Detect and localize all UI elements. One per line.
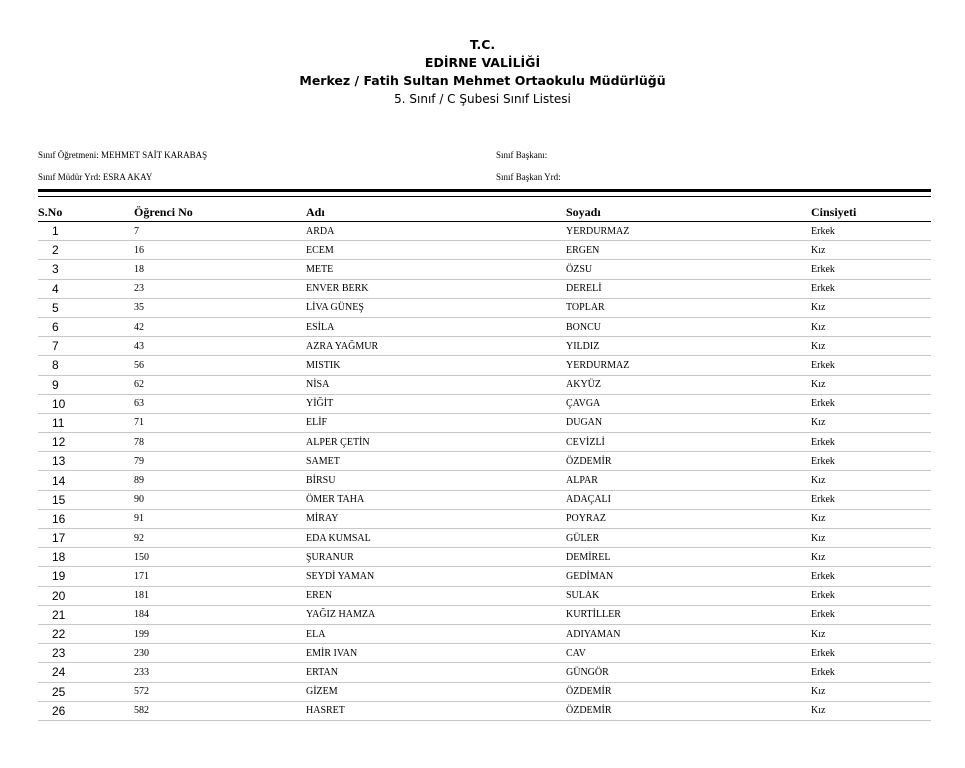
column-header-sno: S.No — [38, 204, 134, 222]
cell-sno: 24 — [38, 663, 134, 682]
cell-last-name: GÜLER — [566, 529, 811, 548]
table-row — [38, 624, 931, 643]
cell-last-name: YILDIZ — [566, 337, 811, 356]
cell-first-name: ESİLA — [306, 317, 566, 336]
cell-sno: 26 — [38, 701, 134, 720]
header-school: Merkez / Fatih Sultan Mehmet Ortaokulu Müdürlüğü — [299, 73, 666, 88]
cell-first-name: SAMET — [306, 452, 566, 471]
cell-first-name: ARDA — [306, 222, 566, 241]
cell-first-name: ŞURANUR — [306, 548, 566, 567]
cell-last-name: ÖZDEMİR — [566, 701, 811, 720]
cell-first-name: AZRA YAĞMUR — [306, 337, 566, 356]
cell-gender: Kız — [811, 548, 931, 567]
cell-first-name: MISTIK — [306, 356, 566, 375]
cell-student-no: 150 — [134, 548, 306, 567]
table-body — [38, 222, 931, 721]
column-header-first-name: Adı — [306, 204, 566, 222]
class-president: Sınıf Başkanı: — [496, 150, 548, 160]
cell-sno: 10 — [38, 394, 134, 413]
cell-first-name: ERTAN — [306, 663, 566, 682]
cell-gender: Kız — [811, 298, 931, 317]
cell-sno: 8 — [38, 356, 134, 375]
cell-sno: 19 — [38, 567, 134, 586]
cell-last-name: AKYÜZ — [566, 375, 811, 394]
cell-first-name: ENVER BERK — [306, 279, 566, 298]
cell-student-no: 230 — [134, 644, 306, 663]
cell-first-name: SEYDİ YAMAN — [306, 567, 566, 586]
table-row — [38, 375, 931, 394]
table-row — [38, 241, 931, 260]
table-row — [38, 298, 931, 317]
cell-student-no: 78 — [134, 433, 306, 452]
cell-first-name: MİRAY — [306, 509, 566, 528]
table-row — [38, 279, 931, 298]
cell-student-no: 181 — [134, 586, 306, 605]
cell-first-name: LİVA GÜNEŞ — [306, 298, 566, 317]
cell-last-name: SULAK — [566, 586, 811, 605]
cell-last-name: ÖZDEMİR — [566, 452, 811, 471]
cell-last-name: ADIYAMAN — [566, 624, 811, 643]
class-vice-president: Sınıf Başkan Yrd: — [496, 172, 561, 182]
cell-first-name: GİZEM — [306, 682, 566, 701]
cell-first-name: YİĞİT — [306, 394, 566, 413]
student-table — [38, 204, 931, 721]
cell-student-no: 71 — [134, 413, 306, 432]
cell-student-no: 7 — [134, 222, 306, 241]
cell-last-name: ALPAR — [566, 471, 811, 490]
cell-student-no: 89 — [134, 471, 306, 490]
table-row — [38, 663, 931, 682]
cell-student-no: 171 — [134, 567, 306, 586]
cell-sno: 11 — [38, 413, 134, 432]
cell-gender: Kız — [811, 701, 931, 720]
cell-sno: 23 — [38, 644, 134, 663]
cell-gender: Kız — [811, 375, 931, 394]
cell-sno: 12 — [38, 433, 134, 452]
cell-first-name: METE — [306, 260, 566, 279]
cell-sno: 6 — [38, 317, 134, 336]
table-row — [38, 394, 931, 413]
cell-sno: 4 — [38, 279, 134, 298]
cell-first-name: EDA KUMSAL — [306, 529, 566, 548]
cell-last-name: DEMİREL — [566, 548, 811, 567]
cell-student-no: 572 — [134, 682, 306, 701]
cell-sno: 1 — [38, 222, 134, 241]
table-row — [38, 413, 931, 432]
cell-gender: Kız — [811, 529, 931, 548]
cell-sno: 16 — [38, 509, 134, 528]
cell-first-name: EMİR IVAN — [306, 644, 566, 663]
cell-student-no: 63 — [134, 394, 306, 413]
cell-gender: Erkek — [811, 586, 931, 605]
cell-gender: Kız — [811, 509, 931, 528]
cell-sno: 2 — [38, 241, 134, 260]
cell-sno: 15 — [38, 490, 134, 509]
table-row — [38, 682, 931, 701]
cell-gender: Erkek — [811, 394, 931, 413]
cell-last-name: BONCU — [566, 317, 811, 336]
cell-last-name: CAV — [566, 644, 811, 663]
cell-gender: Kız — [811, 471, 931, 490]
table-row — [38, 529, 931, 548]
cell-first-name: ELİF — [306, 413, 566, 432]
cell-last-name: GÜNGÖR — [566, 663, 811, 682]
cell-first-name: ÖMER TAHA — [306, 490, 566, 509]
cell-sno: 21 — [38, 605, 134, 624]
cell-gender: Kız — [811, 241, 931, 260]
cell-sno: 17 — [38, 529, 134, 548]
table-row — [38, 548, 931, 567]
cell-student-no: 90 — [134, 490, 306, 509]
cell-first-name: ECEM — [306, 241, 566, 260]
cell-sno: 7 — [38, 337, 134, 356]
cell-first-name: HASRET — [306, 701, 566, 720]
cell-gender: Erkek — [811, 663, 931, 682]
cell-gender: Erkek — [811, 222, 931, 241]
cell-first-name: ALPER ÇETİN — [306, 433, 566, 452]
cell-student-no: 16 — [134, 241, 306, 260]
table-row — [38, 701, 931, 720]
cell-student-no: 62 — [134, 375, 306, 394]
table-row — [38, 222, 931, 241]
cell-gender: Kız — [811, 682, 931, 701]
document-header — [0, 36, 965, 108]
cell-student-no: 42 — [134, 317, 306, 336]
cell-student-no: 56 — [134, 356, 306, 375]
cell-gender: Erkek — [811, 490, 931, 509]
cell-gender: Erkek — [811, 605, 931, 624]
column-header-student-no: Öğrenci No — [134, 204, 306, 222]
cell-first-name: BİRSU — [306, 471, 566, 490]
cell-first-name: YAĞIZ HAMZA — [306, 605, 566, 624]
cell-last-name: CEVİZLİ — [566, 433, 811, 452]
cell-last-name: DERELİ — [566, 279, 811, 298]
header-divider-thick — [38, 189, 931, 192]
table-row — [38, 567, 931, 586]
cell-gender: Erkek — [811, 433, 931, 452]
cell-sno: 13 — [38, 452, 134, 471]
cell-last-name: ERGEN — [566, 241, 811, 260]
table-header-row — [38, 204, 931, 222]
table-row — [38, 260, 931, 279]
cell-student-no: 199 — [134, 624, 306, 643]
table-row — [38, 317, 931, 336]
cell-gender: Kız — [811, 317, 931, 336]
cell-student-no: 35 — [134, 298, 306, 317]
cell-last-name: ÖZSU — [566, 260, 811, 279]
table-row — [38, 337, 931, 356]
cell-student-no: 233 — [134, 663, 306, 682]
cell-gender: Kız — [811, 337, 931, 356]
cell-student-no: 582 — [134, 701, 306, 720]
table-row — [38, 644, 931, 663]
table-row — [38, 586, 931, 605]
cell-student-no: 43 — [134, 337, 306, 356]
cell-last-name: YERDURMAZ — [566, 222, 811, 241]
cell-last-name: ÇAVGA — [566, 394, 811, 413]
header-class-list-title: 5. Sınıf / C Şubesi Sınıf Listesi — [394, 92, 571, 106]
table-row — [38, 356, 931, 375]
cell-sno: 22 — [38, 624, 134, 643]
cell-gender: Erkek — [811, 644, 931, 663]
header-divider-thin — [38, 196, 931, 197]
cell-gender: Erkek — [811, 567, 931, 586]
cell-student-no: 92 — [134, 529, 306, 548]
vice-principal: Sınıf Müdür Yrd: ESRA AKAY — [38, 172, 153, 182]
cell-last-name: DUGAN — [566, 413, 811, 432]
cell-gender: Erkek — [811, 356, 931, 375]
class-teacher: Sınıf Öğretmeni: MEHMET SAİT KARABAŞ — [38, 150, 208, 160]
cell-student-no: 91 — [134, 509, 306, 528]
table-row — [38, 452, 931, 471]
cell-student-no: 79 — [134, 452, 306, 471]
cell-student-no: 23 — [134, 279, 306, 298]
cell-gender: Kız — [811, 624, 931, 643]
column-header-last-name: Soyadı — [566, 204, 811, 222]
cell-first-name: NİSA — [306, 375, 566, 394]
header-governorship: EDİRNE VALİLİĞİ — [424, 55, 541, 70]
cell-gender: Kız — [811, 413, 931, 432]
cell-last-name: YERDURMAZ — [566, 356, 811, 375]
table-row — [38, 605, 931, 624]
cell-gender: Erkek — [811, 260, 931, 279]
table-row — [38, 509, 931, 528]
cell-first-name: EREN — [306, 586, 566, 605]
cell-gender: Erkek — [811, 279, 931, 298]
table-row — [38, 471, 931, 490]
cell-gender: Erkek — [811, 452, 931, 471]
cell-last-name: KURTİLLER — [566, 605, 811, 624]
cell-last-name: ADAÇALI — [566, 490, 811, 509]
cell-last-name: TOPLAR — [566, 298, 811, 317]
table-row — [38, 490, 931, 509]
cell-sno: 20 — [38, 586, 134, 605]
cell-sno: 3 — [38, 260, 134, 279]
cell-last-name: POYRAZ — [566, 509, 811, 528]
cell-last-name: ÖZDEMİR — [566, 682, 811, 701]
column-header-gender: Cinsiyeti — [811, 204, 931, 222]
cell-sno: 9 — [38, 375, 134, 394]
cell-first-name: ELA — [306, 624, 566, 643]
cell-sno: 25 — [38, 682, 134, 701]
table-row — [38, 433, 931, 452]
cell-student-no: 18 — [134, 260, 306, 279]
cell-last-name: GEDİMAN — [566, 567, 811, 586]
cell-sno: 14 — [38, 471, 134, 490]
cell-sno: 18 — [38, 548, 134, 567]
cell-student-no: 184 — [134, 605, 306, 624]
header-country: T.C. — [469, 37, 496, 52]
cell-sno: 5 — [38, 298, 134, 317]
